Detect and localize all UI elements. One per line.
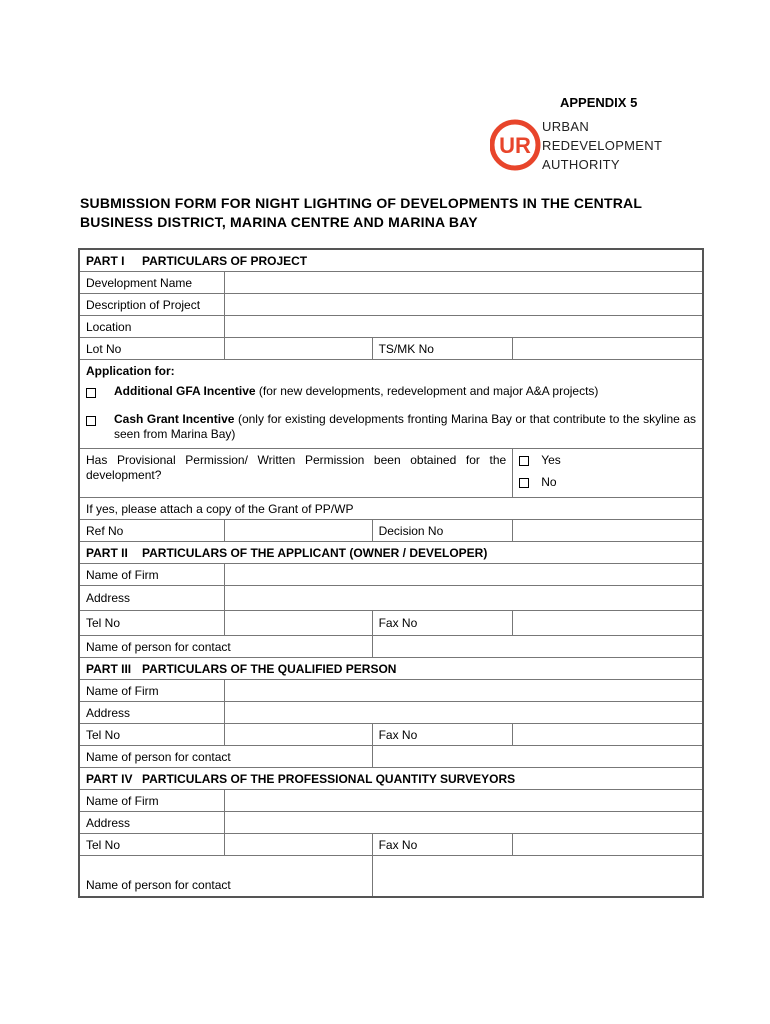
part1-header: PART I PARTICULARS OF PROJECT	[79, 249, 703, 272]
yes-checkbox[interactable]	[519, 456, 529, 466]
no-option[interactable]: No	[519, 475, 696, 489]
p3-firm-label: Name of Firm	[79, 680, 225, 702]
appendix-label: APPENDIX 5	[560, 95, 638, 110]
p2-tel-label: Tel No	[79, 611, 225, 636]
form-title: SUBMISSION FORM FOR NIGHT LIGHTING OF DEVELOPMENTS IN THE CENTRAL BUSINESS DISTRICT, MARINA CENTRE AND MARINA BAY	[80, 195, 642, 230]
development-name-field[interactable]	[225, 272, 703, 294]
p4-tel-label: Tel No	[79, 834, 225, 856]
p4-firm-row	[79, 790, 703, 812]
p2-firm-label: Name of Firm	[79, 564, 225, 586]
p3-address-label: Address	[79, 702, 225, 724]
p2-firm-field[interactable]	[225, 564, 703, 586]
tsmk-no-label: TS/MK No	[372, 338, 513, 360]
p4-fax-field[interactable]	[513, 834, 703, 856]
p4-fax-label: Fax No	[372, 834, 513, 856]
location-row	[79, 316, 703, 338]
lot-row	[79, 338, 703, 360]
ref-no-label: Ref No	[79, 520, 225, 542]
p3-firm-field[interactable]	[225, 680, 703, 702]
p4-contact-field[interactable]	[372, 856, 703, 898]
ura-logo-text: URBAN REDEVELOPMENT AUTHORITY	[542, 119, 663, 172]
p3-fax-label: Fax No	[372, 724, 513, 746]
submission-form	[78, 248, 704, 898]
svg-text:UR: UR	[499, 133, 531, 158]
ura-logo-icon	[490, 115, 542, 175]
p4-firm-field[interactable]	[225, 790, 703, 812]
p3-contact-label: Name of person for contact	[79, 746, 372, 768]
cash-grant-checkbox[interactable]	[86, 416, 96, 426]
decision-no-label: Decision No	[372, 520, 513, 542]
p4-contact-label: Name of person for contact	[79, 856, 372, 898]
description-field[interactable]	[225, 294, 703, 316]
p2-fax-label: Fax No	[372, 611, 513, 636]
cash-grant-option[interactable]: Cash Grant Incentive (only for existing developments fronting Marina Bay or that contribute to the skyline as seen from Marina Bay)	[86, 412, 696, 442]
p4-contact-row	[79, 856, 703, 898]
p3-tel-row	[79, 724, 703, 746]
gfa-checkbox[interactable]	[86, 388, 96, 398]
attach-note: If yes, please attach a copy of the Grant of PP/WP	[79, 498, 703, 520]
p4-tel-row	[79, 834, 703, 856]
p2-address-field[interactable]	[225, 586, 703, 611]
tsmk-no-field[interactable]	[513, 338, 703, 360]
location-label: Location	[79, 316, 225, 338]
p4-address-label: Address	[79, 812, 225, 834]
p4-address-row	[79, 812, 703, 834]
ura-logo	[490, 115, 670, 177]
lot-no-field[interactable]	[225, 338, 372, 360]
development-name-row	[79, 272, 703, 294]
p2-contact-field[interactable]	[372, 636, 703, 658]
p3-contact-row	[79, 746, 703, 768]
p3-tel-field[interactable]	[225, 724, 372, 746]
p2-address-row	[79, 586, 703, 611]
yes-option[interactable]: Yes	[519, 453, 696, 467]
gfa-option[interactable]: Additional GFA Incentive (for new developments, redevelopment and major A&A projects)	[86, 384, 696, 398]
p2-tel-row	[79, 611, 703, 636]
part4-header: PART IV PARTICULARS OF THE PROFESSIONAL QUANTITY SURVEYORS	[79, 768, 703, 790]
application-for-label: Application for:	[86, 364, 175, 378]
part2-header: PART II PARTICULARS OF THE APPLICANT (OWNER / DEVELOPER)	[79, 542, 703, 564]
description-row	[79, 294, 703, 316]
p4-tel-field[interactable]	[225, 834, 372, 856]
p4-address-field[interactable]	[225, 812, 703, 834]
p4-firm-label: Name of Firm	[79, 790, 225, 812]
decision-no-field[interactable]	[513, 520, 703, 542]
development-name-label: Development Name	[79, 272, 225, 294]
p2-contact-label: Name of person for contact	[79, 636, 372, 658]
p3-address-field[interactable]	[225, 702, 703, 724]
p2-firm-row	[79, 564, 703, 586]
description-label: Description of Project	[79, 294, 225, 316]
ref-no-field[interactable]	[225, 520, 372, 542]
p3-firm-row	[79, 680, 703, 702]
attach-row	[79, 498, 703, 520]
no-checkbox[interactable]	[519, 478, 529, 488]
p2-tel-field[interactable]	[225, 611, 372, 636]
lot-no-label: Lot No	[79, 338, 225, 360]
part3-header: PART III PARTICULARS OF THE QUALIFIED PERSON	[79, 658, 703, 680]
pp-question: Has Provisional Permission/ Written Permission been obtained for the development?	[79, 449, 513, 498]
pp-row	[79, 449, 703, 498]
p3-address-row	[79, 702, 703, 724]
ref-row	[79, 520, 703, 542]
p3-tel-label: Tel No	[79, 724, 225, 746]
p2-fax-field[interactable]	[513, 611, 703, 636]
location-field[interactable]	[225, 316, 703, 338]
p2-contact-row	[79, 636, 703, 658]
p2-address-label: Address	[79, 586, 225, 611]
p3-fax-field[interactable]	[513, 724, 703, 746]
application-row	[79, 360, 703, 449]
p3-contact-field[interactable]	[372, 746, 703, 768]
